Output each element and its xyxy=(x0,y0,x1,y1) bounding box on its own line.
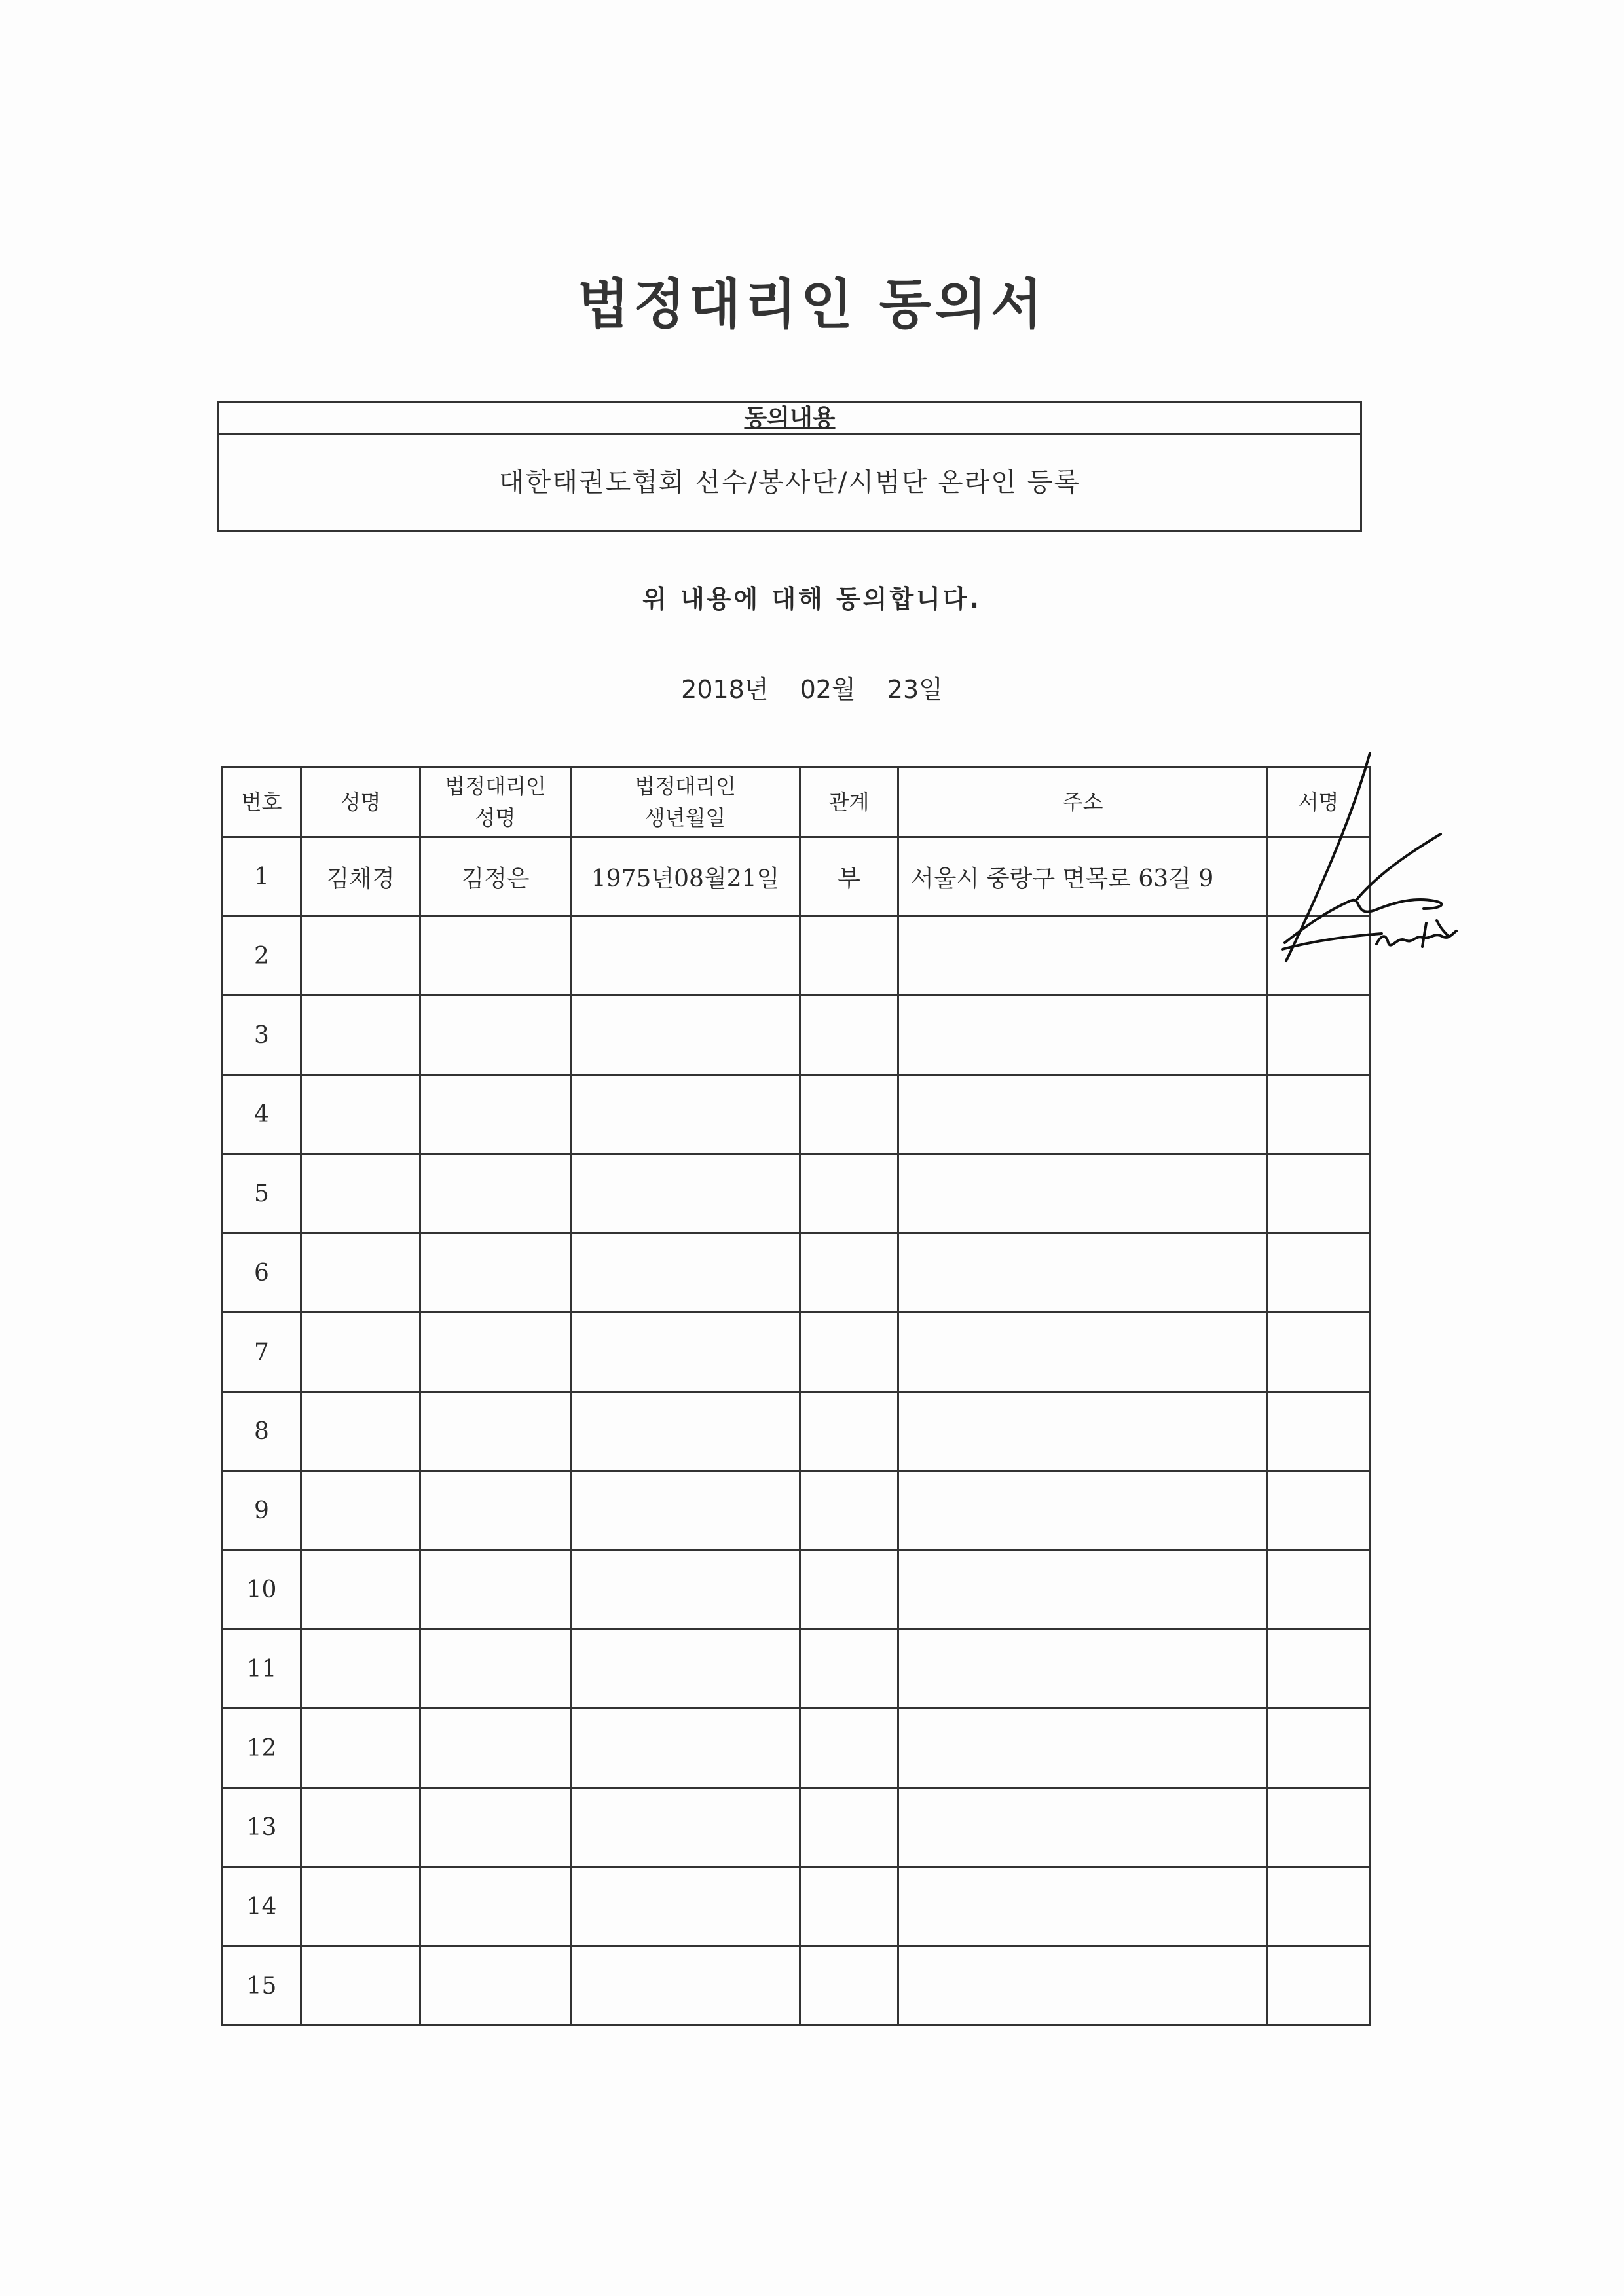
cell-relation xyxy=(800,1233,898,1313)
cell-name xyxy=(301,1788,420,1867)
cell-relation xyxy=(800,1392,898,1471)
header-no: 번호 xyxy=(223,767,301,837)
cell-name xyxy=(301,1550,420,1630)
header-guardian-name-line1: 법정대리인 xyxy=(445,774,546,799)
cell-relation xyxy=(800,1630,898,1709)
cell-no: 14 xyxy=(223,1867,301,1946)
header-guardian-birth-line1: 법정대리인 xyxy=(635,774,736,799)
table-row xyxy=(223,1867,1370,1946)
header-guardian-name xyxy=(420,767,571,837)
cell-name xyxy=(301,1313,420,1392)
cell-guardian-birth xyxy=(571,1788,800,1867)
cell-no: 3 xyxy=(223,996,301,1075)
cell-guardian-name xyxy=(420,1550,571,1630)
cell-address xyxy=(898,1075,1268,1154)
cell-relation xyxy=(800,1550,898,1630)
cell-signature xyxy=(1268,1946,1370,2026)
cell-guardian-name xyxy=(420,1788,571,1867)
cell-no: 6 xyxy=(223,1233,301,1313)
table-header-row xyxy=(223,767,1370,837)
table-row xyxy=(223,1550,1370,1630)
cell-no: 1 xyxy=(223,837,301,917)
cell-signature xyxy=(1268,1233,1370,1313)
cell-signature xyxy=(1268,1709,1370,1788)
cell-guardian-birth xyxy=(571,1471,800,1550)
cell-guardian-birth xyxy=(571,996,800,1075)
header-address: 주소 xyxy=(898,767,1268,837)
cell-address xyxy=(898,1392,1268,1471)
cell-no: 8 xyxy=(223,1392,301,1471)
cell-guardian-name xyxy=(420,1946,571,2026)
cell-guardian-name xyxy=(420,996,571,1075)
cell-guardian-birth xyxy=(571,1392,800,1471)
cell-relation xyxy=(800,1788,898,1867)
cell-guardian-name xyxy=(420,1630,571,1709)
cell-signature xyxy=(1268,996,1370,1075)
cell-guardian-birth xyxy=(571,1630,800,1709)
table-row xyxy=(223,837,1370,917)
cell-signature xyxy=(1268,1154,1370,1233)
cell-guardian-birth xyxy=(571,1946,800,2026)
cell-signature xyxy=(1268,1392,1370,1471)
cell-no: 7 xyxy=(223,1313,301,1392)
table-row xyxy=(223,1709,1370,1788)
cell-relation xyxy=(800,1946,898,2026)
table-row xyxy=(223,1392,1370,1471)
cell-signature xyxy=(1268,1630,1370,1709)
document-title: 법정대리인 동의서 xyxy=(577,274,1047,336)
cell-guardian-birth xyxy=(571,1550,800,1630)
cell-guardian-birth xyxy=(571,1867,800,1946)
cell-no: 2 xyxy=(223,917,301,996)
guardian-table xyxy=(221,766,1371,2026)
cell-signature xyxy=(1268,1788,1370,1867)
cell-guardian-birth xyxy=(571,1709,800,1788)
header-guardian-birth xyxy=(571,767,800,837)
cell-address xyxy=(898,917,1268,996)
cell-guardian-name xyxy=(420,1313,571,1392)
cell-address xyxy=(898,1630,1268,1709)
cell-address xyxy=(898,1709,1268,1788)
cell-signature xyxy=(1268,1075,1370,1154)
table-row xyxy=(223,1154,1370,1233)
cell-name xyxy=(301,1233,420,1313)
header-signature: 서명 xyxy=(1268,767,1370,837)
cell-guardian-name: 김정은 xyxy=(420,837,571,917)
cell-address: 서울시 중랑구 면목로 63길 9 xyxy=(898,837,1268,917)
cell-address xyxy=(898,1471,1268,1550)
cell-signature xyxy=(1268,1867,1370,1946)
cell-name xyxy=(301,917,420,996)
cell-relation xyxy=(800,996,898,1075)
consent-header: 동의내용 xyxy=(219,403,1360,435)
cell-relation xyxy=(800,1471,898,1550)
cell-relation xyxy=(800,917,898,996)
agreement-statement: 위 내용에 대해 동의합니다. xyxy=(642,585,982,613)
header-guardian-birth-line2: 생년월일 xyxy=(644,805,726,830)
cell-guardian-name xyxy=(420,1709,571,1788)
table-row xyxy=(223,1946,1370,2026)
cell-name xyxy=(301,1867,420,1946)
cell-no: 4 xyxy=(223,1075,301,1154)
cell-guardian-birth xyxy=(571,917,800,996)
cell-name xyxy=(301,1946,420,2026)
cell-address xyxy=(898,1313,1268,1392)
cell-guardian-name xyxy=(420,1154,571,1233)
cell-no: 11 xyxy=(223,1630,301,1709)
cell-relation xyxy=(800,1709,898,1788)
cell-name xyxy=(301,996,420,1075)
cell-no: 9 xyxy=(223,1471,301,1550)
cell-address xyxy=(898,1867,1268,1946)
cell-no: 15 xyxy=(223,1946,301,2026)
cell-guardian-name xyxy=(420,1867,571,1946)
agreement-date: 2018년 02월 23일 xyxy=(681,675,943,704)
cell-address xyxy=(898,1946,1268,2026)
header-name: 성명 xyxy=(301,767,420,837)
cell-name xyxy=(301,1471,420,1550)
cell-guardian-birth: 1975년08월21일 xyxy=(571,837,800,917)
cell-name xyxy=(301,1154,420,1233)
table-row xyxy=(223,1075,1370,1154)
cell-relation xyxy=(800,1154,898,1233)
cell-address xyxy=(898,1788,1268,1867)
cell-name xyxy=(301,1630,420,1709)
cell-name: 김채경 xyxy=(301,837,420,917)
cell-name xyxy=(301,1075,420,1154)
cell-guardian-birth xyxy=(571,1313,800,1392)
cell-relation xyxy=(800,1867,898,1946)
cell-no: 13 xyxy=(223,1788,301,1867)
cell-guardian-birth xyxy=(571,1075,800,1154)
cell-address xyxy=(898,1233,1268,1313)
cell-signature xyxy=(1268,1550,1370,1630)
cell-guardian-name xyxy=(420,1233,571,1313)
consent-box xyxy=(217,401,1362,532)
cell-guardian-name xyxy=(420,1392,571,1471)
header-relation: 관계 xyxy=(800,767,898,837)
cell-guardian-name xyxy=(420,1075,571,1154)
table-row xyxy=(223,1233,1370,1313)
table-row xyxy=(223,1471,1370,1550)
cell-guardian-name xyxy=(420,917,571,996)
table-row xyxy=(223,917,1370,996)
cell-signature xyxy=(1268,1471,1370,1550)
cell-guardian-birth xyxy=(571,1154,800,1233)
cell-no: 12 xyxy=(223,1709,301,1788)
table-row xyxy=(223,1788,1370,1867)
table-row xyxy=(223,1630,1370,1709)
cell-guardian-birth xyxy=(571,1233,800,1313)
cell-guardian-name xyxy=(420,1471,571,1550)
cell-address xyxy=(898,1550,1268,1630)
handwritten-signature-icon xyxy=(1277,746,1493,969)
cell-name xyxy=(301,1709,420,1788)
cell-name xyxy=(301,1392,420,1471)
cell-no: 5 xyxy=(223,1154,301,1233)
cell-relation xyxy=(800,1313,898,1392)
table-row xyxy=(223,1313,1370,1392)
cell-address xyxy=(898,996,1268,1075)
consent-body: 대한태권도협회 선수/봉사단/시범단 온라인 등록 xyxy=(499,467,1080,498)
header-guardian-name-line2: 성명 xyxy=(475,805,516,830)
cell-relation: 부 xyxy=(800,837,898,917)
cell-address xyxy=(898,1154,1268,1233)
table-row xyxy=(223,996,1370,1075)
cell-no: 10 xyxy=(223,1550,301,1630)
cell-relation xyxy=(800,1075,898,1154)
cell-signature xyxy=(1268,1313,1370,1392)
